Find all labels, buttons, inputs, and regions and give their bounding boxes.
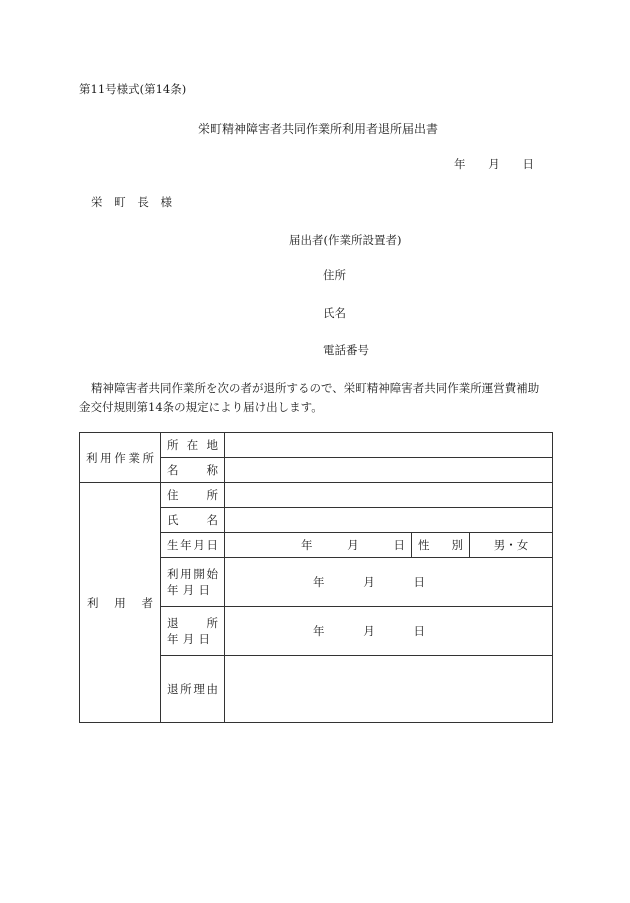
gender-label: 性 別 <box>412 533 470 558</box>
addressee <box>91 194 172 210</box>
body-text-line-1: 精神障害者共同作業所を次の者が退所するので、栄町精神障害者共同作業所運営費補助 <box>91 381 540 395</box>
withdrawal-form-table <box>79 432 553 723</box>
date-month: 月 <box>488 157 500 171</box>
addressee-char: 長 <box>137 195 149 209</box>
applicant-name-label: 氏名 <box>323 306 346 320</box>
exit-date-field[interactable]: 年 月 日 <box>225 607 553 656</box>
facility-location-field[interactable] <box>225 433 553 458</box>
facility-name-field[interactable] <box>225 458 553 483</box>
start-date-field[interactable]: 年 月 日 <box>225 558 553 607</box>
user-address-label: 住 所 <box>161 483 225 508</box>
addressee-char: 様 <box>160 195 172 209</box>
date-year: 年 <box>454 157 466 171</box>
addressee-char: 栄 <box>91 195 103 209</box>
applicant-phone-label: 電話番号 <box>323 343 369 357</box>
facility-location-label: 所 在 地 <box>161 433 225 458</box>
exit-reason-label: 退 所 理 由 <box>161 656 225 723</box>
addressee-char: 町 <box>114 195 126 209</box>
facility-name-label: 名 称 <box>161 458 225 483</box>
birth-date-field[interactable]: 年 月 日 <box>225 533 412 558</box>
user-group-label: 利 用 者 <box>80 483 161 723</box>
birth-date-label: 生 年 月 日 <box>161 533 225 558</box>
date-day: 日 <box>522 157 534 171</box>
form-number: 第11号様式(第14条) <box>79 82 187 96</box>
document-title: 栄町精神障害者共同作業所利用者退所届出書 <box>198 122 439 136</box>
table-row <box>80 433 553 458</box>
applicant-address-label: 住所 <box>323 268 346 282</box>
exit-date-label: 退 所 年 月 日 <box>161 607 225 656</box>
user-name-label: 氏 名 <box>161 508 225 533</box>
start-date-label: 利 用 開 始 年 月 日 <box>161 558 225 607</box>
gender-field[interactable]: 男・女 <box>470 533 553 558</box>
user-name-field[interactable] <box>225 508 553 533</box>
table-row <box>80 483 553 508</box>
date-line <box>454 156 534 172</box>
exit-reason-field[interactable] <box>225 656 553 723</box>
user-address-field[interactable] <box>225 483 553 508</box>
body-text-line-2: 金交付規則第14条の規定により届け出します。 <box>79 400 323 414</box>
facility-group-label: 利 用 作 業 所 <box>80 433 161 483</box>
applicant-heading: 届出者(作業所設置者) <box>289 233 402 247</box>
